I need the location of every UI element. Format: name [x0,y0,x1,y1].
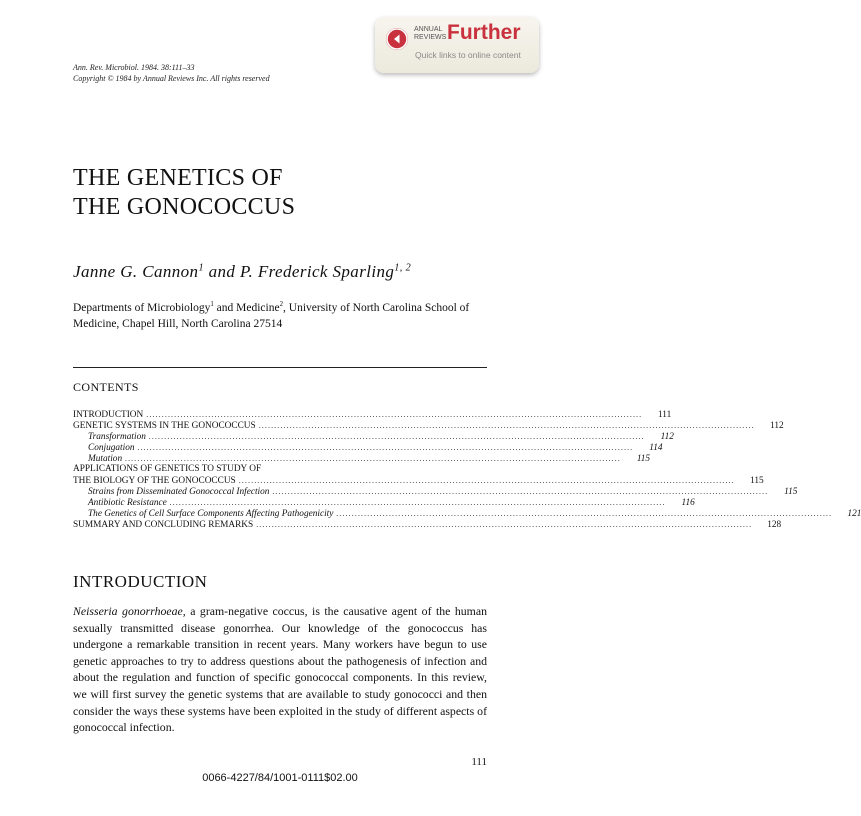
toc-leader-dots: ................................................................................................................................................................ [169,498,666,507]
organism-name: Neisseria gonorrhoeae, [73,604,186,618]
toc-leader-dots: ................................................................................................................................................................ [148,432,645,441]
affiliation-mark-2: 2 [279,301,284,309]
authors [73,262,411,282]
introduction-heading: INTRODUCTION [73,572,208,591]
toc-entry[interactable] [73,464,487,475]
toc-entry-page: 115 [636,454,651,464]
toc-entry-title: Mutation [88,454,123,464]
toc-entry-title: Transformation [88,432,146,442]
footer-code-text: 0066-4227/84/1001-0111$02.00 [202,772,358,784]
toc-leader-dots: ................................................................................................................................................................ [256,520,753,529]
affiliation-line-1 [73,300,493,316]
toc-entry-title: SUMMARY AND CONCLUDING REMARKS [73,520,254,530]
toc-leader-dots: ................................................................................................................................................................ [336,509,833,518]
toc-entry-title: THE BIOLOGY OF THE GONOCOCCUS [73,476,236,486]
toc-leader-dots: ................................................................................................................................................................ [146,410,643,419]
toc-entry-title: The Genetics of Cell Surface Components Affecting Pathogenicity [88,509,334,519]
further-badge[interactable] [375,17,539,73]
author-2: P. Frederick Sparling [239,262,395,281]
affiliation-dept-2: and Medicine [213,302,280,314]
toc-entry[interactable] [73,420,784,431]
table-of-contents [73,409,861,530]
affiliation-line-2: Medicine, Chapel Hill, North Carolina 27514 [73,318,283,330]
toc-entry[interactable] [73,475,764,486]
article-title [73,164,295,222]
toc-entry[interactable] [73,409,672,420]
badge-publisher-label: ANNUAL REVIEWS [414,26,447,41]
introduction-body [73,603,487,736]
toc-leader-dots: ................................................................................................................................................................ [137,443,634,452]
toc-entry[interactable] [73,442,663,453]
toc-entry-page: 116 [681,498,695,508]
affiliation-institution: , University of North Carolina School of [283,302,470,314]
badge-further-label: Further [447,21,521,44]
toc-leader-dots: ................................................................................................................................................................ [258,421,755,430]
toc-entry[interactable] [73,453,651,464]
toc-entry-title: Strains from Disseminated Gonococcal Infection [88,487,270,497]
citation [73,62,270,84]
citation-copyright: Copyright © 1984 by Annual Reviews Inc. All rights reserved [73,74,270,83]
toc-entry-title: Conjugation [88,443,135,453]
article-title-line-2: THE GONOCOCCUS [73,194,296,220]
affiliation [73,300,493,332]
toc-entry[interactable] [73,431,674,442]
toc-entry-title: Antibiotic Resistance [88,498,167,508]
badge-subtitle: Quick links to online content [415,50,521,60]
footer-code [0,772,560,784]
introduction-paragraph [73,603,487,736]
toc-entry[interactable] [73,508,861,519]
speaker-arrow-icon [386,28,408,50]
page-number: 111 [471,756,487,768]
toc-leader-dots: ................................................................................................................................................................ [272,487,769,496]
toc-entry-title: APPLICATIONS OF GENETICS TO STUDY OF [73,464,262,474]
toc-entry[interactable] [73,486,798,497]
toc-entry-page: 121 [847,509,861,519]
toc-entry[interactable] [73,519,782,530]
affiliation-dept-1: Departments of Microbiology [73,302,211,314]
author-1-affiliation-mark: 1 [198,262,204,274]
affiliation-mark-1: 1 [210,301,214,309]
toc-entry-page: 114 [649,443,663,453]
author-2-affiliation-mark: 1, 2 [394,262,412,274]
toc-entry-title: INTRODUCTION [73,410,144,420]
toc-entry[interactable] [73,497,695,508]
article-title-line-1: THE GENETICS OF [73,165,283,191]
introduction-text: a gram-negative coccus, is the causative agent of the human sexually transmitted disease gonorrhea. Our knowledge of the gonococcus has undergone a remarkable transition in recent years. Many workers have begun to use genetic approaches to try to address questions about the pathogenesis of infection and about the regulation and function of specific gonococcal components. In this review, we will first survey the genetic systems that are available to study gonococci and then consider the ways these systems have been exploited in the study of different aspects of gonococcal infection. [73,604,487,735]
toc-entry-page: 112 [770,421,784,431]
toc-leader-dots: ................................................................................................................................................................ [125,454,622,463]
toc-leader-dots: ................................................................................................................................................................ [238,476,735,485]
toc-entry-page: 112 [660,432,674,442]
divider-rule [73,367,487,368]
contents-heading: CONTENTS [73,380,139,394]
toc-entry-title: GENETIC SYSTEMS IN THE GONOCOCCUS [73,421,256,431]
toc-entry-page: 115 [750,476,764,486]
toc-entry-page: 111 [657,410,672,420]
author-joiner: and [203,262,240,281]
toc-entry-page: 115 [784,487,798,497]
author-1: Janne G. Cannon [73,262,199,281]
toc-entry-page: 128 [767,520,782,530]
citation-journal: Ann. Rev. Microbiol. 1984. 38:111–33 [73,63,195,72]
